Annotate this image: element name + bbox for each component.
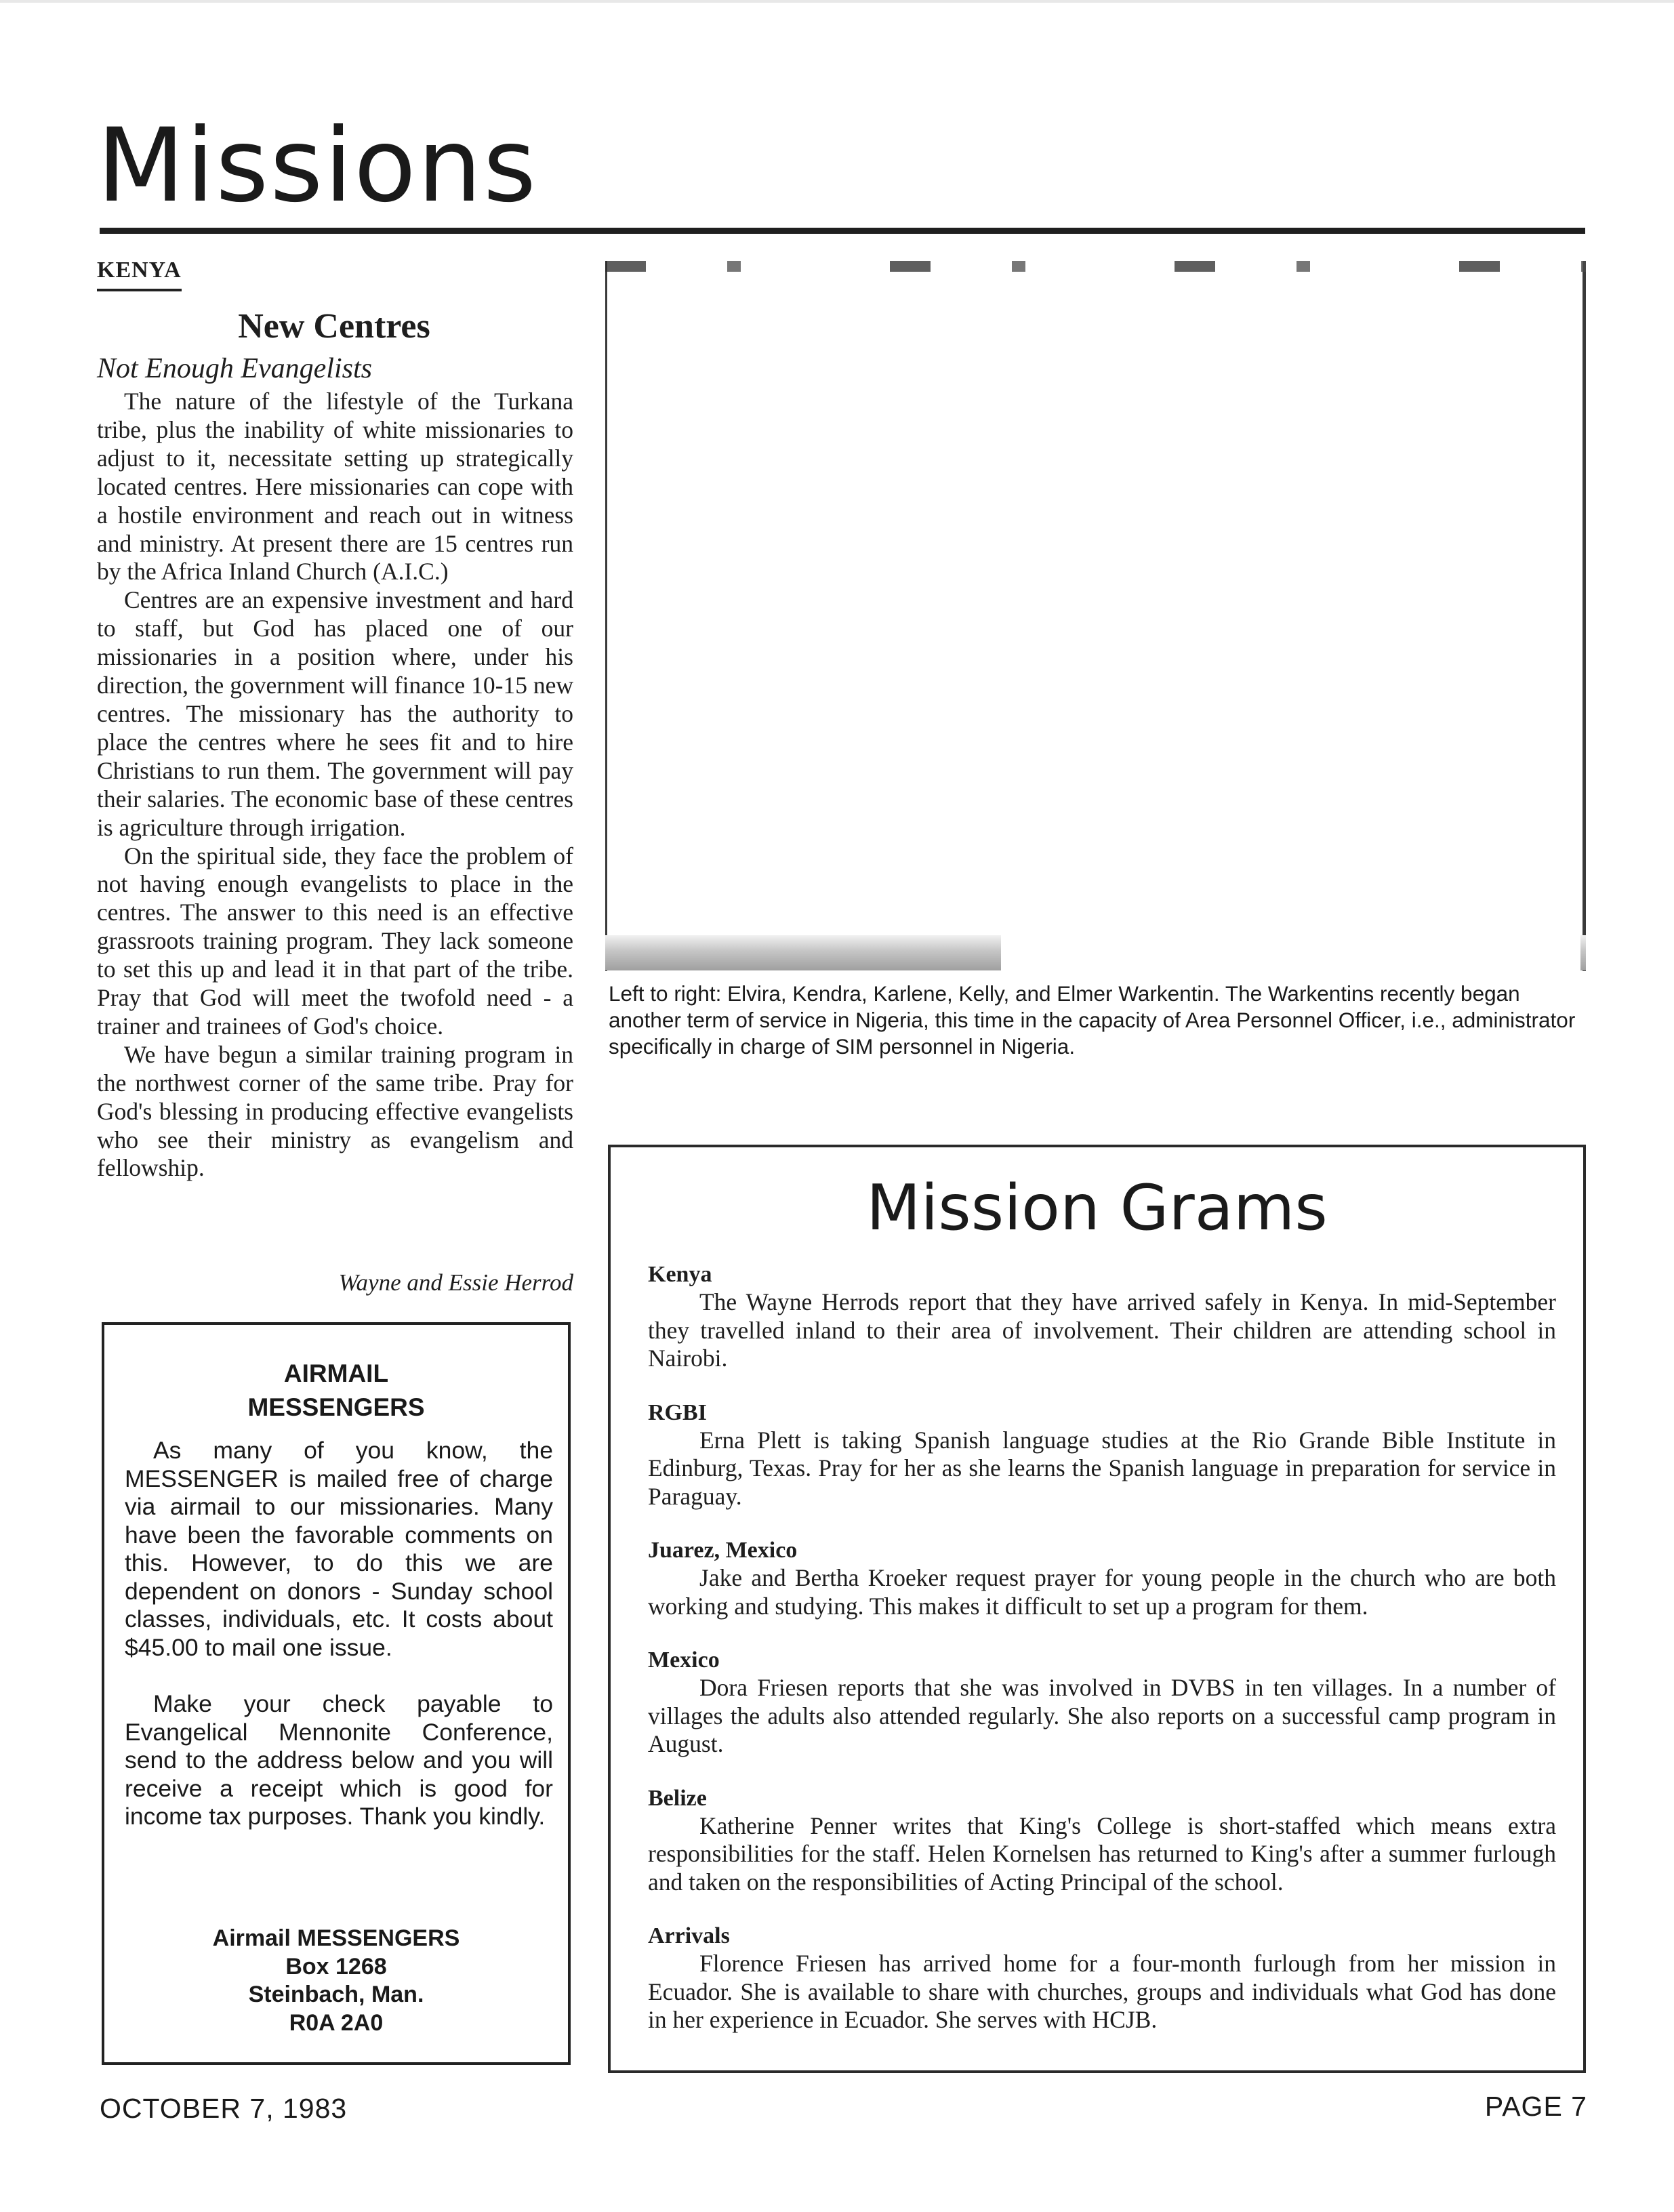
gram-heading: RGBI <box>648 1399 707 1425</box>
page-top-edge <box>0 0 1674 3</box>
airmail-address <box>104 1925 568 2037</box>
airmail-paragraph: Make your check payable to Evangelical Mennonite Conference, send to the address below and you will receive a receipt which is good for income tax purposes. Thank you kindly. <box>125 1690 553 1830</box>
gram-item <box>648 1647 1556 1759</box>
mission-grams-list <box>648 1261 1556 2061</box>
gram-heading: Arrivals <box>648 1923 730 1948</box>
article-subhead: Not Enough Evangelists <box>97 353 372 384</box>
gram-text: Florence Friesen has arrived home for a four-month furlough from her mission in Ecuador. She is available to share with churches, groups and individuals what God has done in her experience in Ecuador. She serves with HCJB. <box>648 1950 1556 2033</box>
article-paragraph: We have begun a similar training program in the northwest corner of the same tribe. Pray for God's blessing in producing effective evangelists who see their ministry as evangelism and fellowship. <box>97 1040 573 1182</box>
airmail-messengers-box <box>102 1322 571 2065</box>
gram-heading: Mexico <box>648 1647 720 1673</box>
photo-top-edge <box>605 261 1586 272</box>
gram-heading: Juarez, Mexico <box>648 1538 798 1563</box>
article-body <box>97 388 573 1183</box>
airmail-title-line: AIRMAIL <box>283 1359 389 1387</box>
mission-grams-title: Mission Grams <box>866 1171 1328 1244</box>
airmail-body <box>125 1437 553 1860</box>
issue-date: OCTOBER 7, 1983 <box>100 2093 348 2124</box>
article-paragraph: On the spiritual side, they face the problem of not having enough evangelists to place in the centres. The answer to this need is an effective grassroots training program. They lack someone to set this up and lead it in that part of the tribe. Pray that God will meet the twofold need - a trainer and trainees of God's choice. <box>97 842 573 1040</box>
gram-item <box>648 1923 1556 2034</box>
gram-item <box>648 1399 1556 1511</box>
airmail-title-line: MESSENGERS <box>247 1393 425 1421</box>
article-paragraph: Centres are an expensive investment and hard to staff, but God has placed one of our missionaries in a position where, under his direction, the government will finance 10-15 new centres. The missionary has the authority to place the centres where he sees fit and to hire Christians to run them. The government will pay their salaries. The economic base of these centres is agriculture through irrigation. <box>97 586 573 841</box>
photo-caption: Left to right: Elvira, Kendra, Karlene, Kelly, and Elmer Warkentin. The Warkentins recently began another term of service in Nigeria, this time in the capacity of Area Personnel Officer, i.e., administrator specifically in charge of SIM personnel in Nigeria. <box>609 981 1576 1059</box>
gram-text: Erna Plett is taking Spanish language studies at the Rio Grande Bible Institute in Edinburg, Texas. Pray for her as she learns the Spanish language in preparation for service in Paraguay. <box>648 1426 1556 1510</box>
gram-item <box>648 1785 1556 1897</box>
address-line: R0A 2A0 <box>289 2009 384 2036</box>
gram-text: Dora Friesen reports that she was involved in DVBS in ten villages. In a number of villages the adults also attended regularly. She also reports on a successful camp program in August. <box>648 1674 1556 1757</box>
airmail-title <box>104 1357 568 1425</box>
gram-text: Jake and Bertha Kroeker request prayer for young people in the church who are both working and studying. This makes it difficult to set up a program for them. <box>648 1564 1556 1620</box>
family-photo <box>605 261 1586 971</box>
gram-item <box>648 1537 1556 1620</box>
gram-heading: Belize <box>648 1785 707 1811</box>
gram-heading: Kenya <box>648 1262 712 1287</box>
mission-grams-box <box>608 1145 1586 2073</box>
airmail-paragraph: As many of you know, the MESSENGER is mailed free of charge via airmail to our missionaries. Many have been the favorable comments on this. However, to do this we are dependent on donors - Sunday school classes, individuals, etc. It costs about $45.00 to mail one issue. <box>125 1437 553 1661</box>
article-region-label: KENYA <box>97 258 182 291</box>
article-byline: Wayne and Essie Herrod <box>338 1269 573 1296</box>
section-masthead: Missions <box>97 107 538 225</box>
article-headline: New Centres <box>238 307 430 346</box>
gram-item <box>648 1261 1556 1373</box>
gram-text: Katherine Penner writes that King's College is short-staffed which means extra responsibilities for the staff. Helen Kornelsen has returned to King's after a summer furlough and taken on the responsibilities of Acting Principal of the school. <box>648 1811 1556 1896</box>
masthead-rule <box>100 228 1585 234</box>
photo-redaction <box>1001 930 1580 970</box>
address-line: Steinbach, Man. <box>248 1982 424 2007</box>
page-number: PAGE 7 <box>1484 2091 1587 2122</box>
address-line: Box 1268 <box>285 1953 387 1980</box>
gram-text: The Wayne Herrods report that they have arrived safely in Kenya. In mid-September they travelled inland to their area of involvement. Their children are attending school in Nairobi. <box>648 1288 1556 1372</box>
article-paragraph: The nature of the lifestyle of the Turkana tribe, plus the inability of white missionaries to adjust to it, necessitate setting up strategically located centres. Here missionaries can cope with a hostile environment and reach out in witness and ministry. At present there are 15 centres run by the Africa Inland Church (A.I.C.) <box>97 388 573 586</box>
address-line: Airmail MESSENGERS <box>212 1925 460 1951</box>
